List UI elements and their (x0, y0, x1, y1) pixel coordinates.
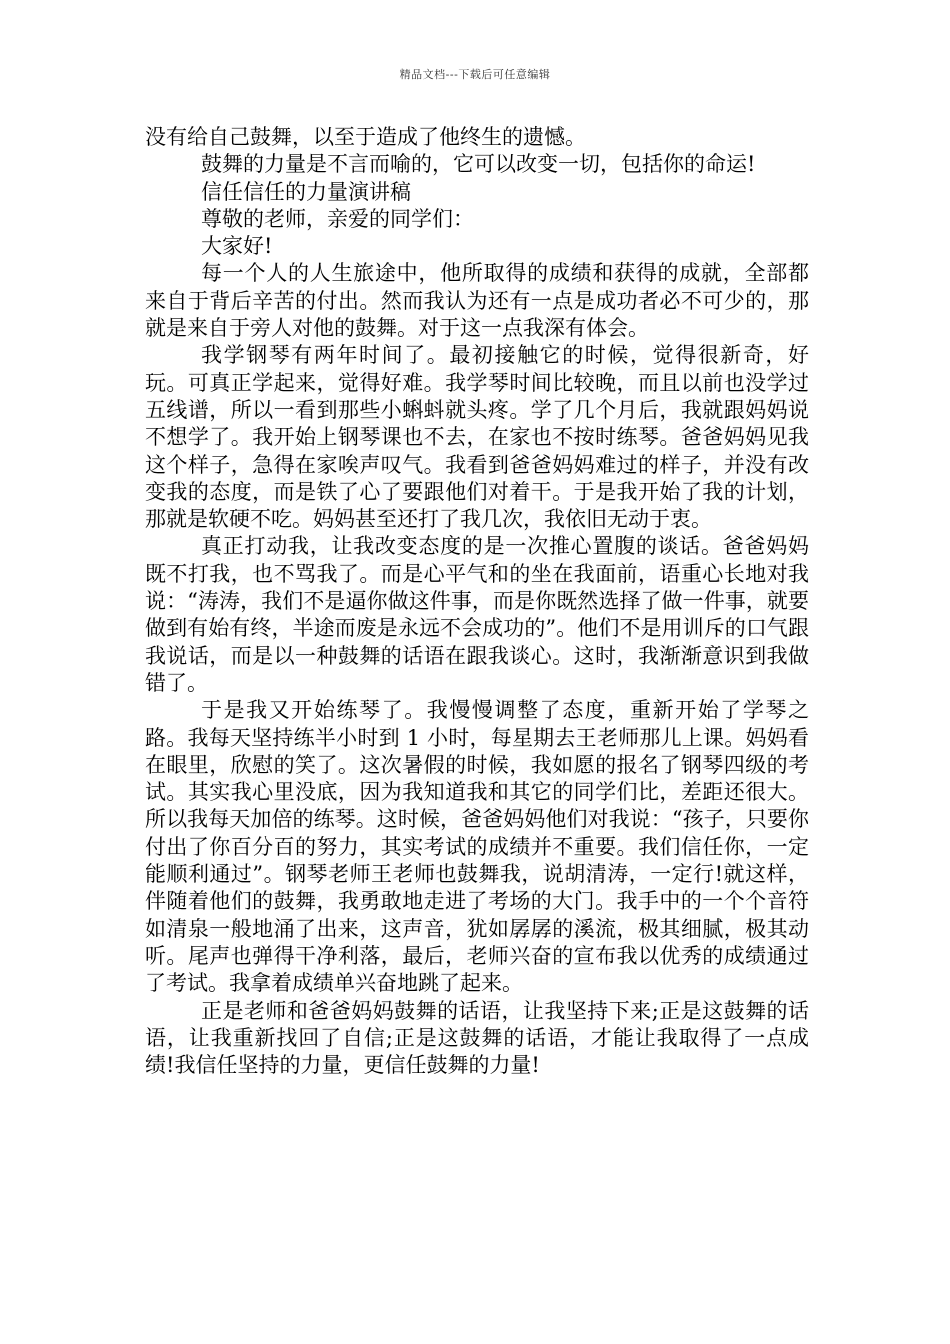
salutation: 尊敬的老师，亲爱的同学们： (201, 206, 474, 231)
greeting: 大家好! (201, 234, 273, 259)
paragraph: 每一个人的人生旅途中，他所取得的成绩和获得的成就，全部都来自于背后辛苦的付出。然而我认为还有一点是成功者必不可少的，那就是来自于旁人对他的鼓舞。对于这一点我深有体会。 (145, 261, 809, 341)
document-body (145, 124, 809, 1079)
paragraph: 我学钢琴有两年时间了。最初接触它的时候，觉得很新奇，好玩。可真正学起来，觉得好难。我学琴时间比较晚，而且以前也没学过五线谱，所以一看到那些小蝌蚪就头疼。学了几个月后，我就跟妈妈说不想学了。我开始上钢琴课也不去，在家也不按时练琴。爸爸妈妈见我这个样子，急得在家唉声叹气。我看到爸爸妈妈难过的样子，并没有改变我的态度，而是铁了心了要跟他们对着干。于是我开始了我的计划，那就是软硬不吃。妈妈甚至还打了我几次，我依旧无动于衷。 (145, 343, 809, 532)
paragraph: 真正打动我，让我改变态度的是一次推心置腹的谈话。爸爸妈妈既不打我，也不骂我了。而是心平气和的坐在我面前，语重心长地对我说：“涛涛，我们不是逼你做这件事，而是你既然选择了做一件事，就要做到有始有终，半途而废是永远不会成功的”。他们不是用训斥的口气跟我说话，而是以一种鼓舞的话语在跟我谈心。这时，我渐渐意识到我做错了。 (145, 534, 809, 695)
paragraph: 于是我又开始练琴了。我慢慢调整了态度，重新开始了学琴之路。我每天坚持练半小时到 1 小时，每星期去王老师那儿上课。妈妈看在眼里，欣慰的笑了。这次暑假的时候，我如愿的报名了钢琴四级的考试。其实我心里没底，因为我知道我和其它的同学们比，差距还很大。所以我每天加倍的练琴。这时候，爸爸妈妈他们对我说：“孩子，只要你付出了你百分百的努力，其实考试的成绩并不重要。我们信任你，一定能顺利通过”。钢琴老师王老师也鼓舞我，说胡清涛，一定行!就这样，伴随着他们的鼓舞，我勇敢地走进了考场的大门。我手中的一个个音符如清泉一般地涌了出来，这声音，犹如孱孱的溪流，极其细腻，极其动听。尾声也弹得干净利落，最后，老师兴奋的宣布我以优秀的成绩通过了考试。我拿着成绩单兴奋地跳了起来。 (145, 698, 809, 996)
paragraph: 鼓舞的力量是不言而喻的，它可以改变一切，包括你的命运! (201, 152, 756, 177)
header-note: 精品文档---下载后可任意编辑 (399, 68, 551, 81)
paragraph: 正是老师和爸爸妈妈鼓舞的话语，让我坚持下来;正是这鼓舞的话语，让我重新找回了自信;正是这鼓舞的话语，才能让我取得了一点成绩!我信任坚持的力量，更信任鼓舞的力量! (145, 998, 809, 1078)
paragraph-continued: 没有给自己鼓舞，以至于造成了他终生的遗憾。 (145, 125, 586, 149)
speech-title: 信任信任的力量演讲稿 (201, 179, 411, 204)
